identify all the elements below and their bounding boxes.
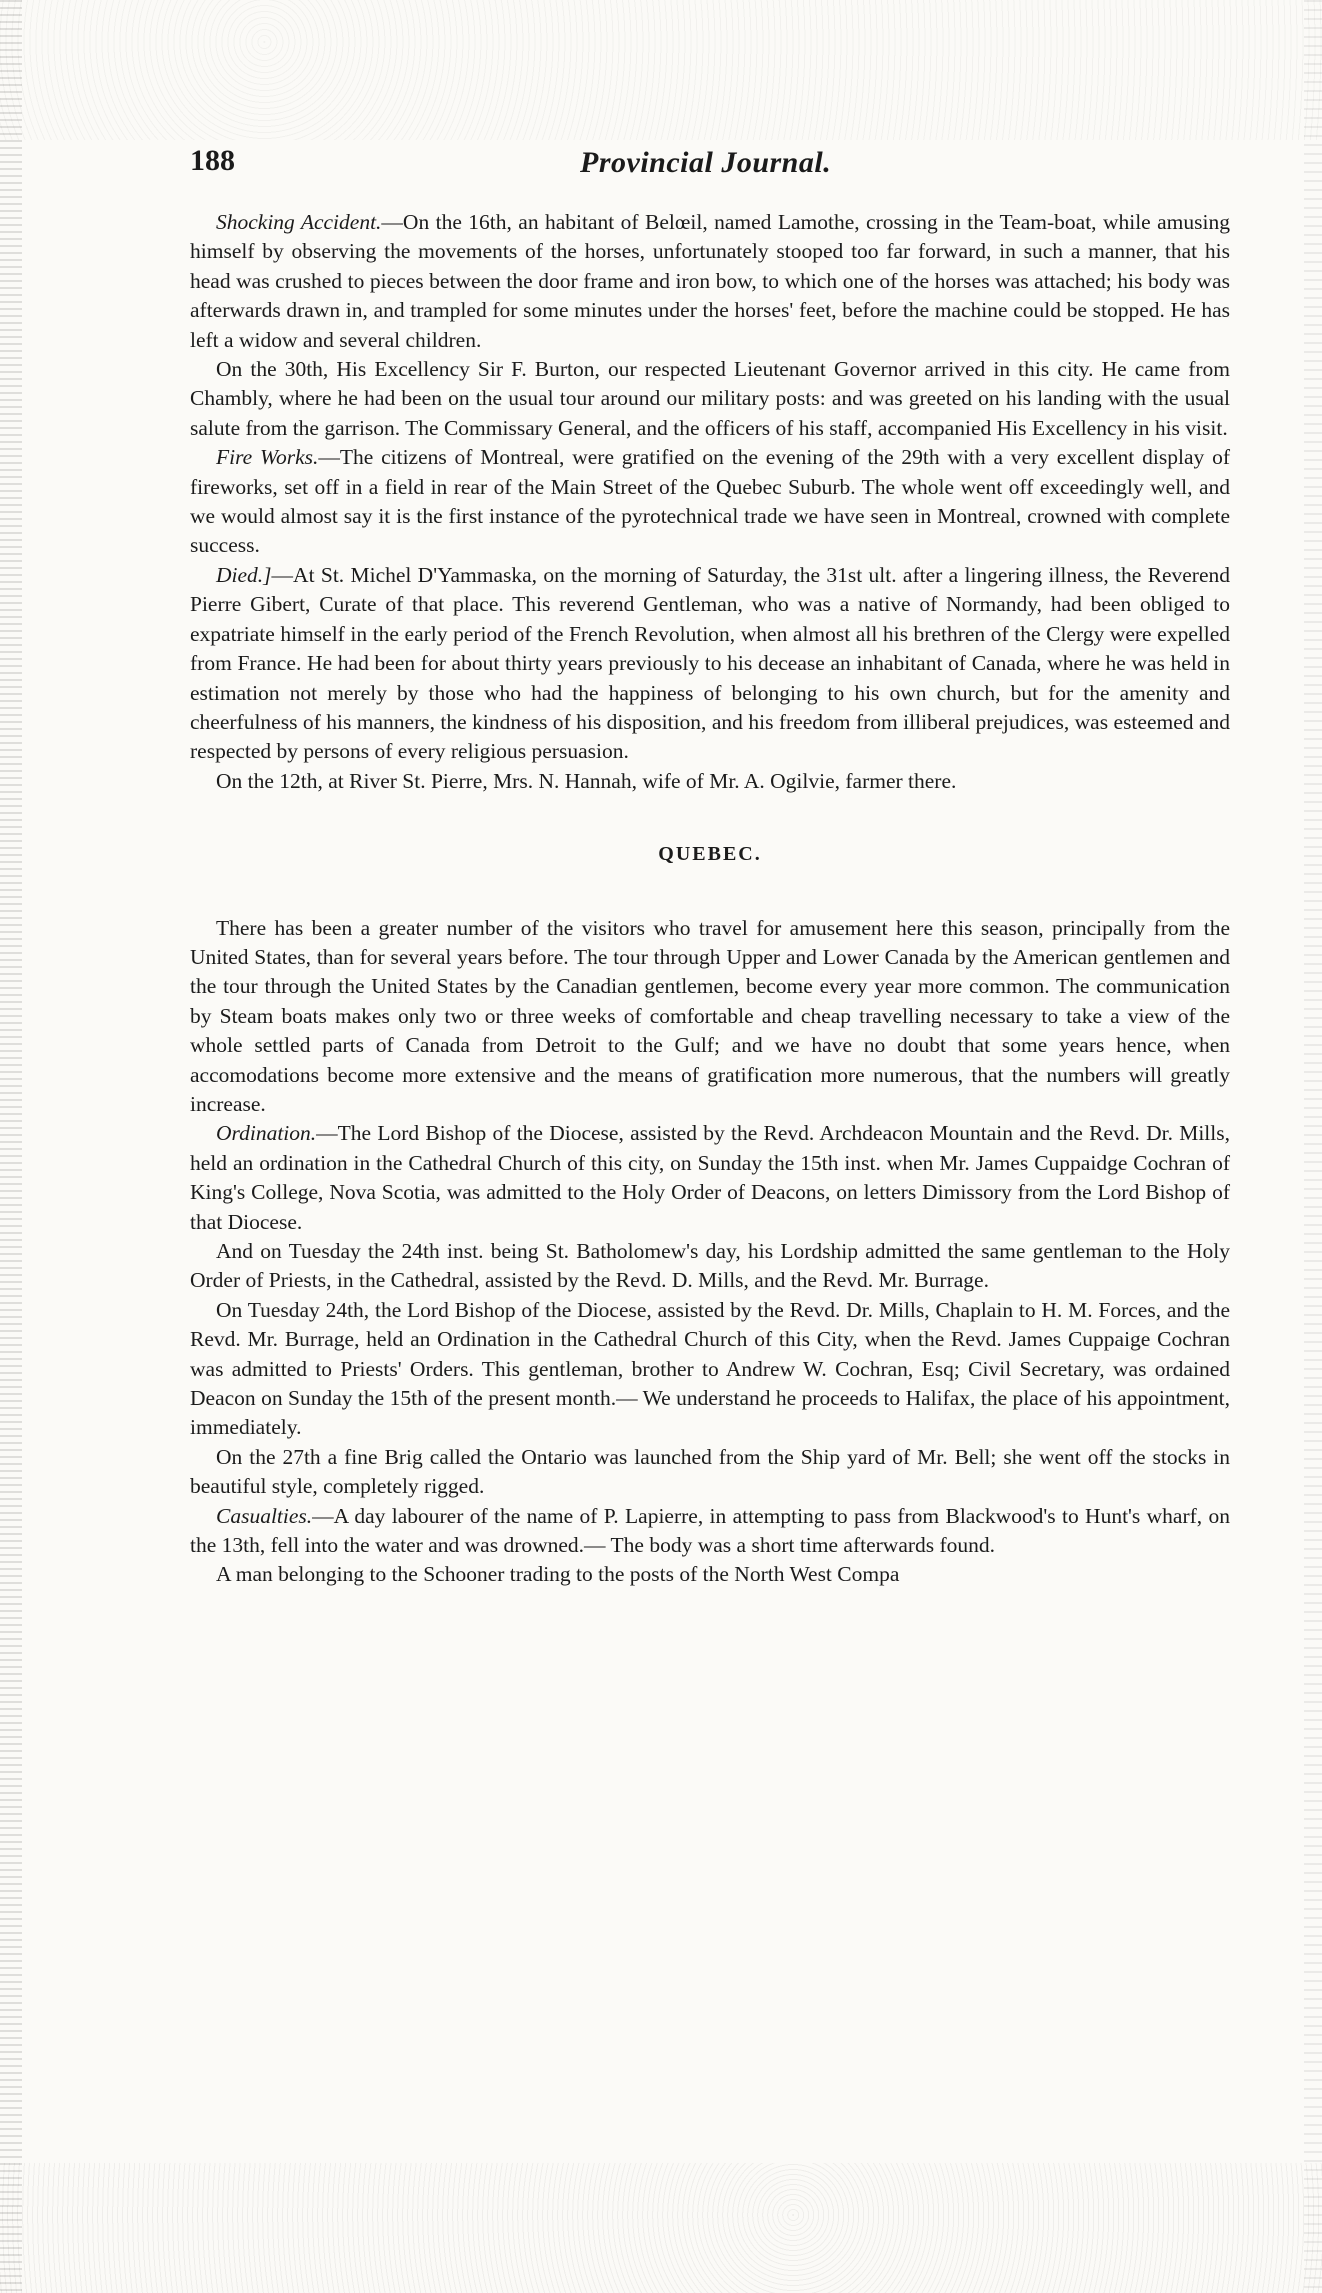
- paragraph-text: —The citizens of Montreal, were gratified on the evening of the 29th with a very excellent display of fireworks, set off in a field in rear of the Main Street of the Quebec Suburb. The whole went off exceedingly well, and we would almost say it is the first instance of the pyrotechnical trade we have seen in Montreal, crowned with complete success.: [190, 445, 1230, 558]
- paragraph-text: On Tuesday 24th, the Lord Bishop of the Diocese, assisted by the Revd. Dr. Mills, Chaplain to H. M. Forces, and the Revd. Mr. Burrage, held an Ordination in the Cathedral Church of this City, when the Revd. James Cuppaige Cochran was admitted to Priests' Orders. This gentleman, brother to Andrew W. Cochran, Esq; Civil Secretary, was ordained Deacon on Sunday the 15th of the present month.— We understand he proceeds to Halifax, the place of his appointment, immediately.: [190, 1297, 1230, 1440]
- paper-speckle-left: [0, 0, 22, 2293]
- paragraph: [190, 1502, 1230, 1561]
- paragraph-text: —The Lord Bishop of the Diocese, assisted by the Revd. Archdeacon Mountain and the Revd. Dr. Mills, held an ordination in the Cathedral Church of this city, on Sunday the 15th inst. when Mr. James Cuppaidge Cochran of King's College, Nova Scotia, was admitted to the Holy Order of Deacons, on letters Dimissory from the Lord Bishop of that Diocese.: [190, 1121, 1230, 1234]
- paragraph: [190, 561, 1230, 767]
- running-head: [190, 140, 1230, 190]
- paper-speckle-bottom: [0, 2163, 1322, 2293]
- quebec-news: [190, 914, 1230, 1590]
- journal-page: [190, 140, 1230, 1590]
- paragraph-text: —On the 16th, an habitant of Belœil, named Lamothe, crossing in the Team-boat, while amusing himself by observing the movements of the horses, unfortunately stooped too far forward, in such a manner, that his head was crushed to pieces between the door frame and iron bow, to which one of the horses was attached; his body was afterwards drawn in, and trampled for some minutes under the horses' feet, before the machine could be stopped. He has left a widow and several children.: [190, 210, 1230, 352]
- paragraph: [190, 1119, 1230, 1237]
- paragraph: [190, 914, 1230, 1120]
- paragraph-text: On the 30th, His Excellency Sir F. Burton, our respected Lieutenant Governor arrived in this city. He came from Chambly, where he had been on the usual tour around our military posts: and was greeted on his landing with the usual salute from the garrison. The Commissary General, and the officers of his staff, accompanied His Excellency in his visit.: [190, 357, 1230, 440]
- paragraph-text: On the 12th, at River St. Pierre, Mrs. N. Hannah, wife of Mr. A. Ogilvie, farmer there.: [216, 768, 957, 793]
- section-heading-quebec: QUEBEC.: [658, 843, 762, 866]
- running-title: Provincial Journal.: [580, 146, 832, 179]
- paragraph-text: And on Tuesday the 24th inst. being St. Batholomew's day, his Lordship admitted the same gentleman to the Holy Order of Priests, in the Cathedral, assisted by the Revd. D. Mills, and the Revd. Mr. Burrage.: [190, 1239, 1230, 1293]
- paragraph: [190, 208, 1230, 355]
- page-number: 188: [190, 144, 235, 177]
- paper-speckle-right: [1304, 0, 1322, 2293]
- paragraph-text: On the 27th a fine Brig called the Ontario was launched from the Ship yard of Mr. Bell; she went off the stocks in beautiful style, completely rigged.: [190, 1444, 1230, 1499]
- paragraph: [190, 443, 1230, 561]
- montreal-news: [190, 208, 1230, 796]
- paragraph-lead: Shocking Accident.: [216, 210, 382, 234]
- article-body: [190, 208, 1230, 1590]
- paragraph: [190, 767, 1230, 796]
- paragraph: [190, 1560, 1230, 1589]
- paragraph-lead: Casualties.: [216, 1503, 313, 1528]
- paragraph: [190, 355, 1230, 443]
- paragraph-text: A man belonging to the Schooner trading to the posts of the North West Compa: [216, 1562, 900, 1587]
- paragraph: [190, 1443, 1230, 1502]
- paragraph-lead: Died.]: [216, 562, 272, 587]
- paper-speckle-top: [0, 0, 1322, 140]
- paragraph: [190, 1296, 1230, 1443]
- paragraph-text: There has been a greater number of the visitors who travel for amusement here this season, principally from the United States, than for several years before. The tour through Upper and Lower Canada by the American gentlemen and the tour through the United States by the Canadian gentlemen, become every year more common. The communication by Steam boats makes only two or three weeks of comfortable and cheap travelling necessary to take a view of the whole settled parts of Canada from Detroit to the Gulf; and we have no doubt that some years hence, when accomodations become more extensive and the means of gratification more numerous, that the numbers will greatly increase.: [190, 915, 1230, 1116]
- paragraph-lead: Ordination.: [216, 1121, 317, 1146]
- paragraph-lead: Fire Works.: [216, 445, 319, 470]
- paragraph-text: —At St. Michel D'Yammaska, on the morning of Saturday, the 31st ult. after a lingering illness, the Reverend Pierre Gibert, Curate of that place. This reverend Gentleman, who was a native of Normandy, had been obliged to expatriate himself in the early period of the French Revolution, when almost all his brethren of the Clergy were expelled from France. He had been for about thirty years previously to his decease an inhabitant of Canada, where he was held in estimation not merely by those who had the happiness of belonging to his own church, but for the amenity and cheerfulness of his manners, the kindness of his disposition, and his freedom from illiberal prejudices, was esteemed and respected by persons of every religious persuasion.: [190, 562, 1230, 764]
- paragraph-text: —A day labourer of the name of P. Lapierre, in attempting to pass from Blackwood's to Hunt's wharf, on the 13th, fell into the water and was drowned.— The body was a short time afterwards found.: [190, 1503, 1230, 1558]
- paragraph: [190, 1237, 1230, 1296]
